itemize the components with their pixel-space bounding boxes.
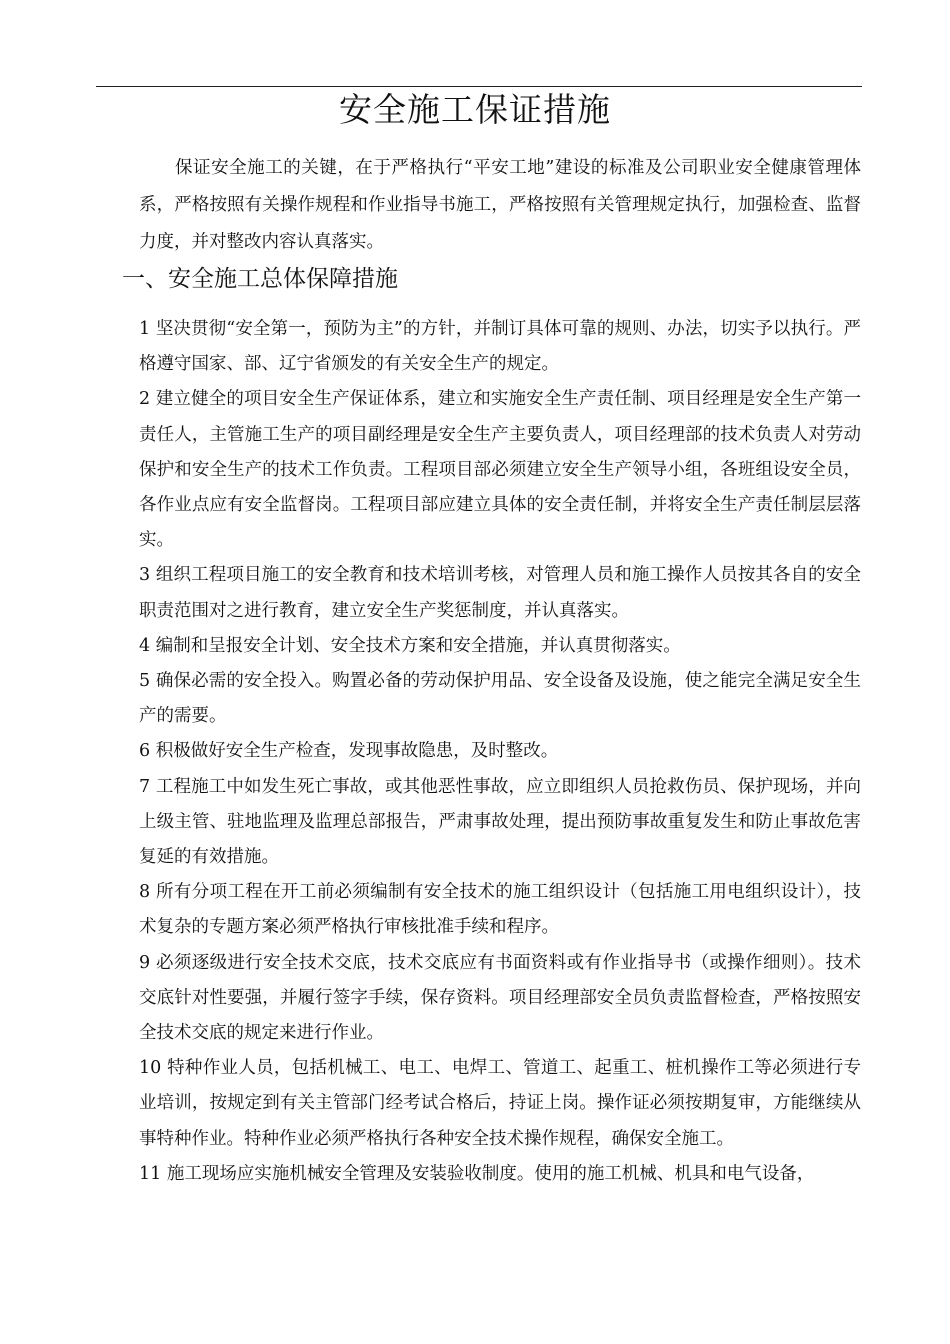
measure-item-10: 10 特种作业人员，包括机械工、电工、电焊工、管道工、起重工、桩机操作工等必须进行专业培训，按规定到有关主管部门经考试合格后，持证上岗。操作证必须按期复审，方能继续从事特种作业。特种作业必须严格执行各种安全技术操作规程，确保安全施工。 (139, 1058, 861, 1149)
measure-item-9: 9 必须逐级进行安全技术交底，技术交底应有书面资料或有作业指导书（或操作细则）。技术交底针对性要强，并履行签字手续，保存资料。项目经理部安全员负责监督检查，严格按照安全技术交底的规定来进行作业。 (139, 952, 861, 1044)
section-heading: 一、安全施工总体保障措施 (122, 266, 398, 292)
measure-item-1: 1 坚决贯彻“安全第一，预防为主”的方针，并制订具体可靠的规则、办法，切实予以执行。严格遵守国家、部、辽宁省颁发的有关安全生产的规定。 (139, 319, 861, 375)
measure-list (139, 312, 861, 1192)
measure-item-11: 11 施工现场应实施机械安全管理及安装验收制度。使用的施工机械、机具和电气设备， (139, 1163, 815, 1184)
intro-paragraph: 保证安全施工的关键，在于严格执行“平安工地”建设的标准及公司职业安全健康管理体系，严格按照有关操作规程和作业指导书施工，严格按照有关管理规定执行，加强检查、监督力度，并对整改内容认真落实。 (139, 158, 861, 252)
measure-item-3: 3 组织工程项目施工的安全教育和技术培训考核，对管理人员和施工操作人员按其各自的安全职责范围对之进行教育，建立安全生产奖惩制度，并认真落实。 (139, 565, 861, 621)
measure-item-7: 7 工程施工中如发生死亡事故，或其他恶性事故，应立即组织人员抢救伤员、保护现场，并向上级主管、驻地监理及监理总部报告，严肃事故处理，提出预防事故重复发生和防止事故危害复延的有效措施。 (139, 776, 861, 868)
measure-item-2: 2 建立健全的项目安全生产保证体系，建立和实施安全生产责任制、项目经理是安全生产第一责任人，主管施工生产的项目副经理是安全生产主要负责人，项目经理部的技术负责人对劳动保护和安全生产的技术工作负责。工程项目部必须建立安全生产领导小组，各班组设安全员，各作业点应有安全监督岗。工程项目部应建立具体的安全责任制，并将安全生产责任制层层落实。 (139, 389, 861, 551)
measure-item-8: 8 所有分项工程在开工前必须编制有安全技术的施工组织设计（包括施工用电组织设计），技术复杂的专题方案必须严格执行审核批准手续和程序。 (139, 882, 861, 938)
measure-item-6: 6 积极做好安全生产检查，发现事故隐患，及时整改。 (139, 741, 559, 762)
measure-item-5: 5 确保必需的安全投入。购置必备的劳动保护用品、安全设备及设施，使之能完全满足安全生产的需要。 (139, 671, 861, 727)
measure-item-4: 4 编制和呈报安全计划、安全技术方案和安全措施，并认真贯彻落实。 (139, 635, 681, 656)
document-title: 安全施工保证措施 (339, 90, 611, 129)
header-rule (96, 86, 862, 87)
